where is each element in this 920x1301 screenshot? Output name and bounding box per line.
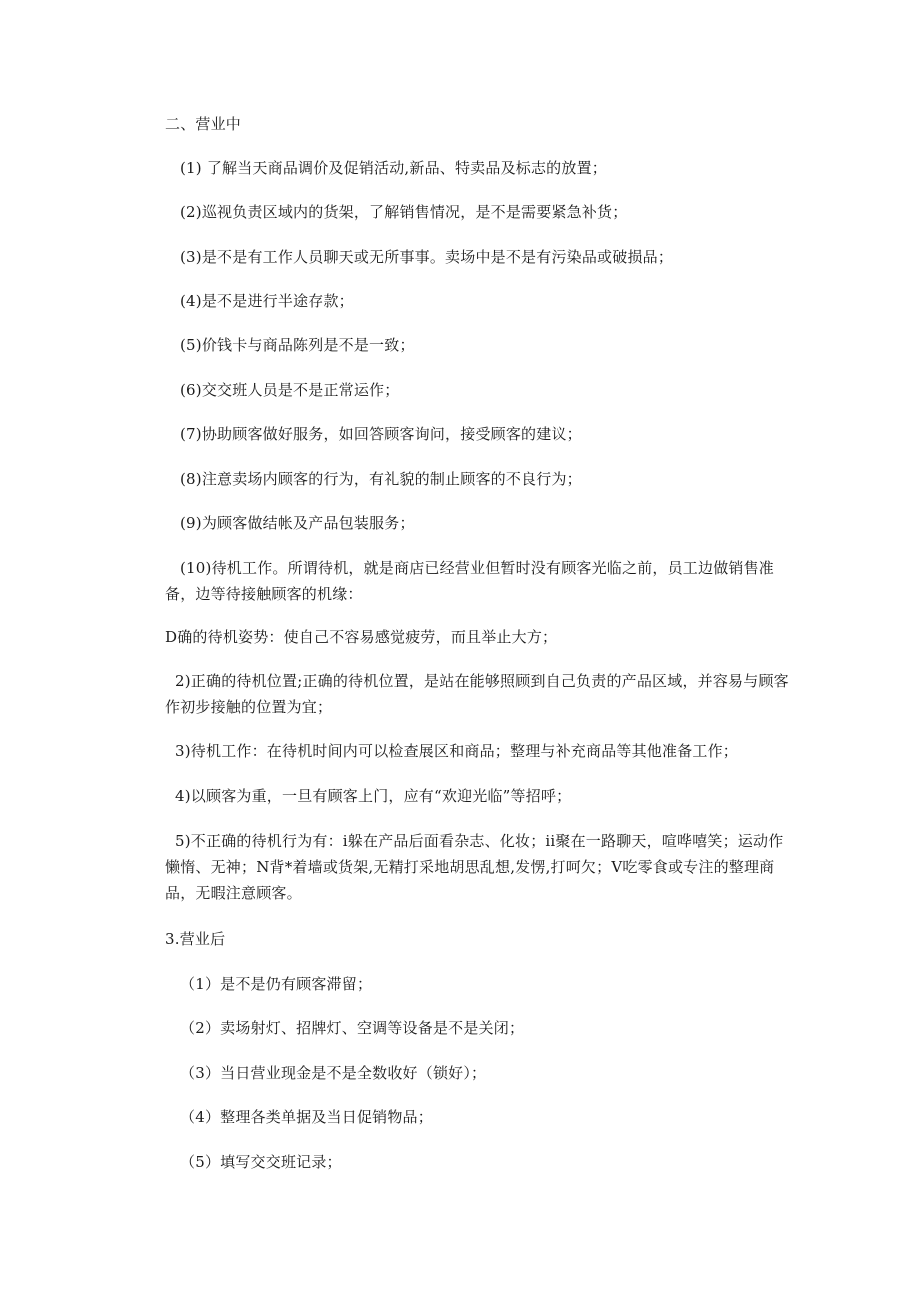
list-item: (2)巡视负责区域内的货架，了解销售情况，是不是需要紧急补货； (180, 203, 628, 221)
list-item: （1）是不是仍有顾客滞留； (180, 975, 373, 993)
list-item: (7)协助顾客做好服务，如回答顾客询问，接受顾客的建议； (180, 425, 582, 443)
sub-item: 3)待机工作：在待机时间内可以检查展区和商品；整理与补充商品等其他准备工作； (175, 742, 738, 760)
sub-item: 5)不正确的待机行为有：i躲在产品后面看杂志、化妆；ii聚在一路聊天，喧哗嘻笑；运动作懒惰、无神；N背*着墙或货架,无精打采地胡思乱想,发愣,打呵欠；V吃零食或专注的整理商品，无暇注意顾客。 (165, 832, 784, 902)
list-item: (4)是不是进行半途存款； (180, 292, 354, 310)
list-item: （4）整理各类单据及当日促销物品； (180, 1108, 433, 1126)
list-item: （2）卖场射灯、招牌灯、空调等设备是不是关闭； (180, 1019, 525, 1037)
paragraph-standby-work: (10)待机工作。所谓待机，就是商店已经营业但暂时没有顾客光临之前，员工边做销售准备，边等待接触顾客的机缘： (165, 559, 774, 603)
sub-item: 2)正确的待机位置;正确的待机位置，是站在能够照顾到自己负责的产品区域，并容易与顾客作初步接触的位置为宜； (165, 672, 789, 716)
list-item: (9)为顾客做结帐及产品包装服务； (180, 514, 415, 532)
list-item: (5)价钱卡与商品陈列是不是一致； (180, 336, 415, 354)
list-item: （5）填写交交班记录； (180, 1153, 342, 1171)
list-item: (3)是不是有工作人员聊天或无所事事。卖场中是不是有污染品或破损品； (180, 248, 674, 266)
list-item: (1) 了解当天商品调价及促销活动,新品、特卖品及标志的放置； (180, 159, 607, 177)
section-heading-after-business: 3.营业后 (165, 930, 226, 948)
sub-item: 4)以顾客为重，一旦有顾客上门，应有“欢迎光临”等招呼； (175, 787, 572, 805)
sub-item: D确的待机姿势：使自己不容易感觉疲劳，而且举止大方； (165, 628, 558, 646)
list-item: （3）当日营业现金是不是全数收好（锁好）； (180, 1064, 487, 1082)
list-item: (8)注意卖场内顾客的行为，有礼貌的制止顾客的不良行为； (180, 470, 582, 488)
list-item: (6)交交班人员是不是正常运作； (180, 381, 400, 399)
section-heading-during-business: 二、营业中 (165, 115, 242, 133)
